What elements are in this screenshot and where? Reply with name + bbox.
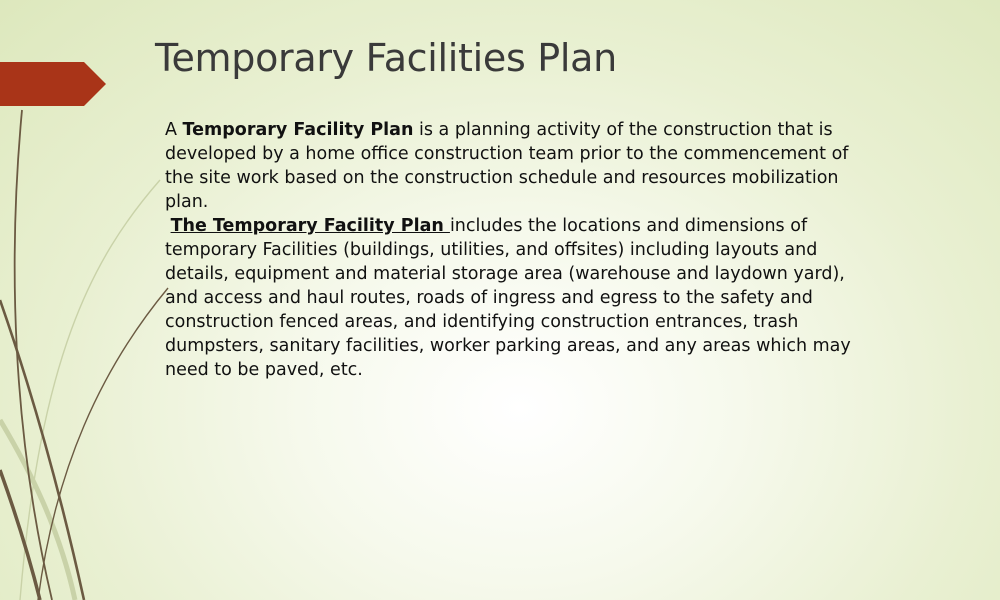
- paragraph-definition-lead: A: [165, 120, 183, 140]
- paragraph-contents-text: includes the locations and dimensions of temporary Facilities (buildings, utilities, and offsites) including layouts and details, equipment and material storage area (warehouse and laydown yard), and access and haul routes, roads of ingress and egress to the safety and construction fenced areas, and identifying construction entrances, trash dumpsters, sanitary facilities, worker parking areas, and any areas which may need to be paved, etc.: [165, 216, 851, 380]
- term-the-temporary-facility-plan: The Temporary Facility Plan: [170, 216, 450, 236]
- stem-dark-2: [38, 288, 168, 600]
- stem-light-1: [20, 180, 160, 600]
- paragraph-definition: [165, 118, 855, 214]
- paragraph-definition-text: is a planning activity of the construction that is developed by a home office construction team prior to the commencement of the site work based on the construction schedule and resources mobilization plan.: [165, 120, 849, 212]
- paragraph-contents: [165, 214, 855, 382]
- accent-arrow-shape: [0, 62, 106, 106]
- body-text: [165, 118, 855, 382]
- stem-dark-4: [0, 470, 40, 600]
- slide-title: Temporary Facilities Plan: [155, 36, 617, 80]
- term-temporary-facility-plan: Temporary Facility Plan: [182, 120, 414, 140]
